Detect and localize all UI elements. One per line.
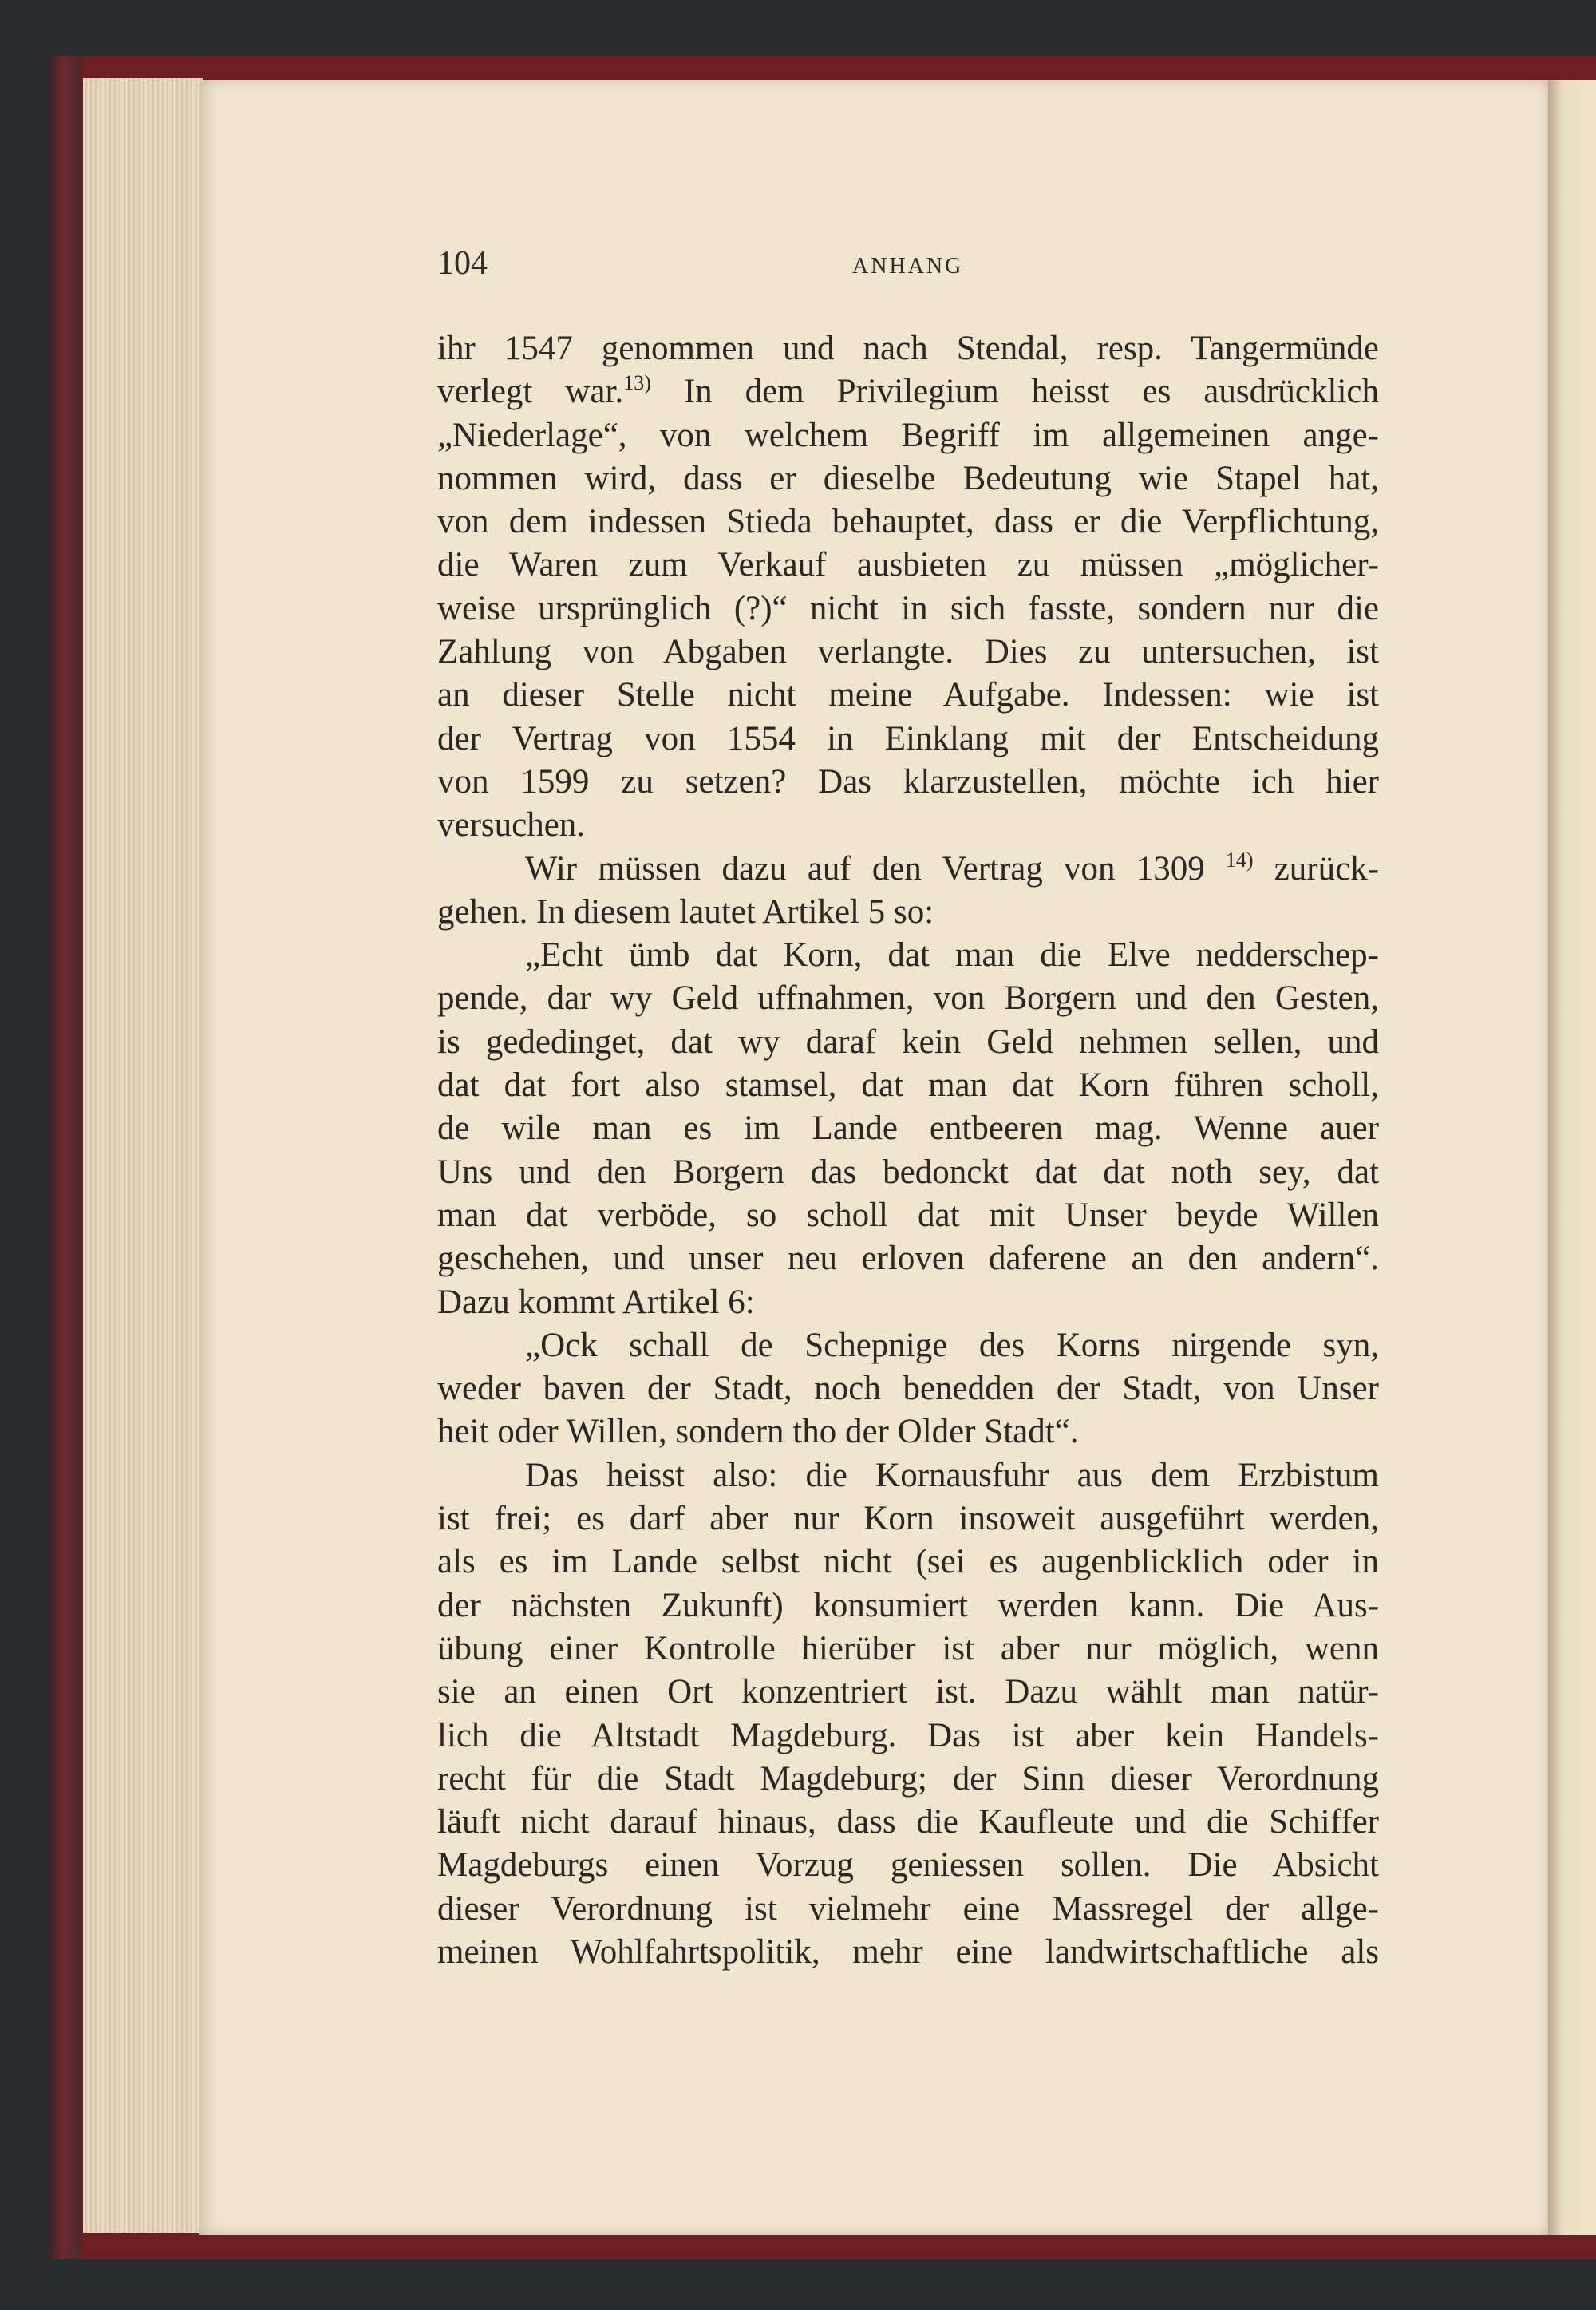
text-line: als es im Lande selbst nicht (sei es augenblicklich oder in: [437, 1543, 1379, 1581]
text-line: die Waren zum Verkauf ausbieten zu müssen „möglicher-: [437, 546, 1379, 584]
text-line: „Echt ümb dat Korn, dat man die Elve nedderschep-: [525, 936, 1379, 975]
text-line: Dazu kommt Artikel 6:: [437, 1283, 755, 1321]
text-line: versuchen.: [437, 806, 586, 844]
text-line: recht für die Stadt Magdeburg; der Sinn dieser Verordnung: [437, 1759, 1379, 1798]
text-line: man dat verböde, so scholl dat mit Unser beyde Willen: [437, 1196, 1379, 1234]
text-line: Uns und den Borgern das bedonckt dat dat noth sey, dat: [437, 1153, 1379, 1191]
text-line: heit oder Willen, sondern tho der Older Stadt“.: [437, 1413, 1079, 1451]
page-edges: [83, 78, 203, 2233]
book-spine-edge: [49, 56, 81, 2259]
footnote-ref: 14): [1225, 848, 1254, 872]
footnote-ref: 13): [623, 371, 651, 395]
text-line: der Vertrag von 1554 in Einklang mit der Entscheidung: [437, 719, 1379, 757]
text-line: verlegt war.$^{13)}$ In dem Privilegium heisst es ausdrücklich: [437, 371, 1379, 411]
text-line: gehen. In diesem lautet Artikel 5 so:: [437, 892, 934, 931]
text-line: Das heisst also: die Kornausfuhr aus dem Erzbistum: [525, 1456, 1379, 1494]
text-line: von dem indessen Stieda behauptet, dass er die Verpflichtung,: [437, 503, 1379, 541]
text-line: an dieser Stelle nicht meine Aufgabe. Indessen: wie ist: [437, 676, 1379, 714]
text-line: von 1599 zu setzen? Das klarzustellen, möchte ich hier: [437, 762, 1379, 801]
text-line: is gededinget, dat wy daraf kein Geld nehmen sellen, und: [437, 1022, 1379, 1061]
text-line: ist frei; es darf aber nur Korn insoweit ausgeführt werden,: [437, 1500, 1379, 1538]
text-line: weise ursprünglich (?)“ nicht in sich fasste, sondern nur die: [437, 589, 1379, 627]
text-line: meinen Wohlfahrtspolitik, mehr eine landwirtschaftliche als: [437, 1932, 1379, 1971]
text-line: Wir müssen dazu auf den Vertrag von 1309 $^{14)}$ zurück-: [525, 848, 1380, 888]
text-line: übung einer Kontrolle hierüber ist aber nur möglich, wenn: [437, 1629, 1379, 1667]
page-number: 104: [437, 245, 488, 282]
text-line: Zahlung von Abgaben verlangte. Dies zu untersuchen, ist: [437, 633, 1379, 671]
text-line: weder baven der Stadt, noch benedden der Stadt, von Unser: [437, 1370, 1379, 1408]
text-line: der nächsten Zukunft) konsumiert werden kann. Die Aus-: [437, 1586, 1379, 1624]
text-line: lich die Altstadt Magdeburg. Das ist aber kein Handels-: [437, 1716, 1379, 1754]
text-line: dat dat fort also stamsel, dat man dat Korn führen scholl,: [437, 1066, 1379, 1105]
text-line: nommen wird, dass er dieselbe Bedeutung wie Stapel hat,: [437, 459, 1379, 497]
text-line: „Ock schall de Schepnige des Korns nirgende syn,: [525, 1326, 1379, 1364]
text-line: Magdeburgs einen Vorzug geniessen sollen. Die Absicht: [437, 1846, 1379, 1885]
facing-page-edge: [1548, 80, 1596, 2235]
text-line: dieser Verordnung ist vielmehr eine Massregel der allge-: [437, 1889, 1379, 1928]
text-line: pende, dar wy Geld uffnahmen, von Borgern und den Gesten,: [437, 979, 1379, 1018]
text-line: „Niederlage“, von welchem Begriff im allgemeinen ange-: [437, 416, 1379, 454]
body-text: [437, 327, 1379, 1974]
text-line: läuft nicht darauf hinaus, dass die Kaufleute und die Schiffer: [437, 1803, 1379, 1841]
page-header: [437, 244, 1379, 292]
text-line: de wile man es im Lande entbeeren mag. Wenne auer: [437, 1110, 1379, 1148]
text-line: ihr 1547 genommen und nach Stendal, resp. Tangermünde: [437, 330, 1379, 367]
text-line: geschehen, und unser neu erloven daferene an den andern“.: [437, 1240, 1379, 1278]
text-line: sie an einen Ort konzentriert ist. Dazu wählt man natür-: [437, 1673, 1379, 1711]
running-head: ANHANG: [852, 254, 964, 279]
